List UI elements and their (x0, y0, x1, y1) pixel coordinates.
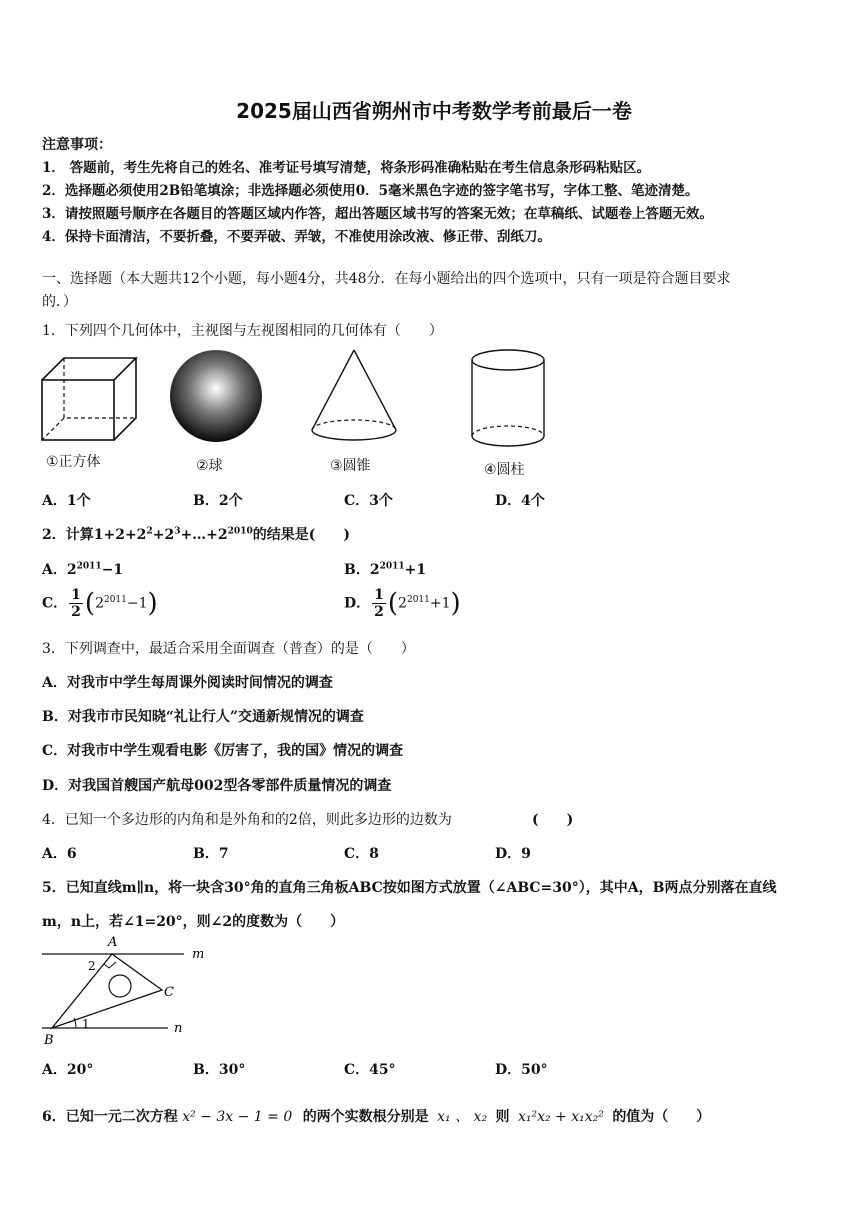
q3-stem: 3．下列调查中，最适合采用全面调查（普查）的是（ ） (42, 641, 415, 657)
q1-figures (36, 348, 556, 448)
q6-suffix: 的值为（ ） (612, 1109, 711, 1125)
q6-equation: x² − 3x − 1 = 0 (182, 1109, 293, 1125)
notice-item-2: 2．选择题必须使用2B铅笔填涂；非选择题必须使用0．5毫米黑色字迹的签字笔书写，字体工整、笔迹清楚。 (42, 183, 699, 199)
label-m: m (192, 947, 205, 962)
q2-fraction-half: $\frac{1}{2}$ (71, 587, 81, 620)
q6-then: 则 (495, 1109, 510, 1125)
section-heading-line2: 的．） (42, 294, 77, 310)
q1-stem: 1．下列四个几何体中，主视图与左视图相同的几何体有（ ） (42, 323, 443, 339)
label-b: B (44, 1033, 54, 1048)
q4-option-a: A．6 (42, 846, 77, 862)
triangle-abc (52, 954, 162, 1028)
q5-figure (36, 934, 216, 1049)
notice-heading: 注意事项： (42, 137, 112, 153)
label-angle-2: 2 (88, 959, 96, 973)
cone-figure (312, 350, 396, 440)
sphere-figure (170, 350, 262, 442)
page-title: 2025届山西省朔州市中考数学考前最后一卷 (236, 99, 632, 123)
q6-expression: x₁²x₂ + x₁x₂² (517, 1109, 604, 1125)
q5-stem-line1: 5．已知直线m∥n，将一块含30°角的直角三角板ABC按如图方式放置（∠ABC=30°），其中A，B两点分别落在直线 (42, 880, 777, 896)
q4-option-b: B．7 (193, 846, 229, 862)
q2-option-a: A．$2^{2011}-1$ (42, 561, 124, 578)
q5-option-b: B．30° (193, 1062, 246, 1078)
q6-stem (42, 1106, 710, 1126)
q1-caption-cone: ③圆锥 (330, 458, 371, 474)
label-c: C (164, 985, 174, 1000)
q1-option-d: D．4个 (495, 493, 545, 509)
q4-option-c: C．8 (344, 846, 379, 862)
cube-figure (42, 358, 136, 440)
cylinder-figure (472, 350, 544, 446)
q5-option-a: A．20° (42, 1062, 94, 1078)
q5-option-d: D．50° (495, 1062, 548, 1078)
label-a: A (108, 935, 118, 950)
triangle-hole (109, 975, 131, 997)
q3-option-a: A．对我市中学生每周课外阅读时间情况的调查 (42, 675, 333, 691)
q2-stem: 2．计算$1+2+2^2+2^3+\dots+2^{2010}$的结果是( ) (42, 526, 350, 543)
q1-caption-cylinder: ④圆柱 (484, 462, 525, 478)
q2-option-d: D． $\frac{1}{2}$ $(2^{2011}+1)$ (344, 587, 461, 620)
q2-option-c: C． $\frac{1}{2}$ $(2^{2011}-1)$ (42, 587, 158, 620)
q5-option-c: C．45° (344, 1062, 396, 1078)
q3-option-d: D．对我国首艘国产航母002型各零部件质量情况的调查 (42, 778, 392, 794)
q2-fraction-half: $\frac{1}{2}$ (374, 587, 384, 620)
q3-option-b: B．对我市市民知晓“礼让行人”交通新规情况的调查 (42, 709, 364, 725)
q2-option-b: B．$2^{2011}+1$ (344, 561, 427, 578)
q4-paren: ( ) (532, 812, 574, 828)
q6-prefix: 6．已知一元二次方程 (42, 1109, 178, 1125)
notice-item-3: 3．请按照题号顺序在各题目的答题区域内作答，超出答题区域书写的答案无效；在草稿纸、试题卷上答题无效。 (42, 206, 713, 222)
q6-roots: x₁ 、 x₂ (437, 1109, 488, 1125)
q5-stem-line2: m，n上，若∠1=20°，则∠2的度数为（ ） (42, 914, 345, 930)
q1-option-a: A．1个 (42, 493, 91, 509)
section-heading-line1: 一、选择题（本大题共12个小题，每小题4分，共48分．在每小题给出的四个选项中，只有一项是符合题目要求 (42, 271, 731, 287)
q1-option-c: C．3个 (344, 493, 393, 509)
notice-item-4: 4．保持卡面清洁，不要折叠，不要弄破、弄皱，不准使用涂改液、修正带、刮纸刀。 (42, 229, 551, 245)
q1-caption-cube: ①正方体 (46, 454, 101, 470)
q6-middle: 的两个实数根分别是 (302, 1109, 429, 1125)
q3-option-c: C．对我市中学生观看电影《厉害了，我的国》情况的调查 (42, 743, 404, 759)
label-angle-1: 1 (82, 1017, 90, 1031)
q1-caption-sphere: ②球 (196, 458, 223, 474)
notice-item-1: 1． 答题前，考生先将自己的姓名、准考证号填写清楚，将条形码准确粘贴在考生信息条形码粘贴区。 (42, 160, 651, 176)
label-n: n (174, 1021, 183, 1036)
q1-option-b: B．2个 (193, 493, 243, 509)
q4-stem: 4．已知一个多边形的内角和是外角和的2倍，则此多边形的边数为 (42, 812, 452, 828)
q4-option-d: D．9 (495, 846, 531, 862)
